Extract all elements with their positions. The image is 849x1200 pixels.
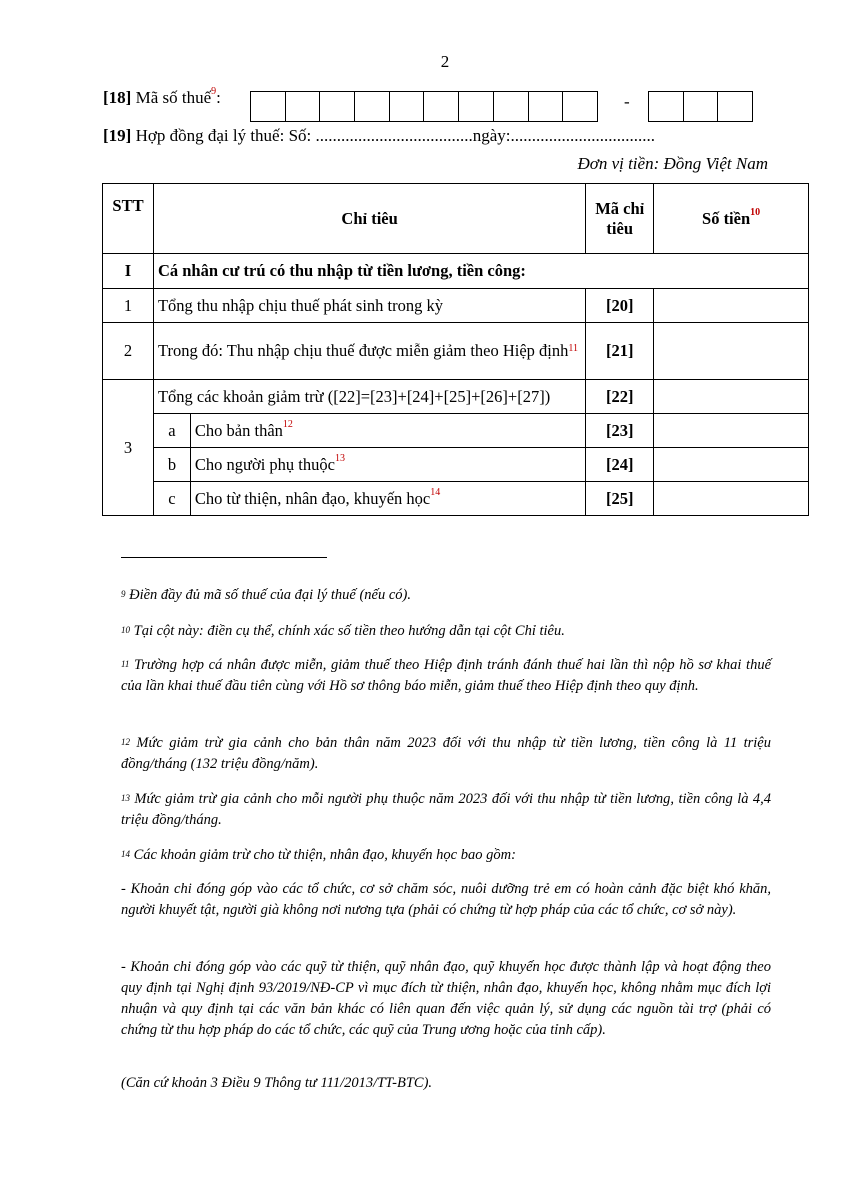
footnote-9 [121,585,771,606]
footnote-ref-11: 11 [568,343,579,354]
footnote-text: Điền đầy đủ mã số thuế của đại lý thuế (nếu có). [129,587,411,603]
row-stt: 3 [103,380,154,516]
footnote-number: 14 [121,849,130,859]
row-indicator-text: Cho bản thân [194,420,283,440]
tax-code-digit-box[interactable] [717,91,753,122]
tax-code-label [103,88,221,108]
footnote-text: Tại cột này: điền cụ thể, chính xác số tiền theo hướng dẫn tại cột Chỉ tiêu. [133,623,565,639]
row-code: [23] [586,414,654,448]
tax-code-digit-box[interactable] [389,91,425,122]
row-code: [25] [586,482,654,516]
header-code [586,184,654,254]
footnote-text: Mức giảm trừ gia cảnh cho bản thân năm 2023 đối với thu nhập từ tiền lương, tiền công là 11 triệu đồng/tháng (132 triệu đồng/năm). [121,735,771,772]
table-row [103,380,809,414]
header-amount [654,184,809,254]
footnote-number: 10 [121,625,130,635]
tax-code-main-boxes[interactable] [251,91,598,122]
footnote-number: 9 [121,589,126,599]
footnote-ref-12: 12 [282,418,293,430]
tax-code-digit-box[interactable] [354,91,390,122]
footnote-12 [121,733,771,775]
tax-code-digit-box[interactable] [493,91,529,122]
table-header-row [103,184,809,254]
amount-cell-24[interactable] [654,448,809,482]
footnote-14 [121,845,771,866]
section-row [103,254,809,289]
footnote-text: Trường hợp cá nhân được miễn, giảm thuế theo Hiệp định tránh đánh thuế hai lần thì nộp hồ sơ khai thuế của lần khai thuế đầu tiên cùng với Hồ sơ thông báo miễn, giảm thuế theo Hiệp định theo quy định. [121,657,772,694]
tax-code-digit-box[interactable] [285,91,321,122]
tax-code-digit-box[interactable] [250,91,286,122]
row-indicator-text: Trong đó: Thu nhập chịu thuế được miễn giảm theo Hiệp định [157,341,569,360]
footnote-number: 12 [121,737,130,747]
row-code: [21] [586,323,654,380]
row-code: [20] [586,289,654,323]
tax-code-separator: - [624,92,630,111]
row-indicator: Tổng các khoản giảm trừ ([22]=[23]+[24]+[25]+[26]+[27]) [153,380,585,414]
row-code: [24] [586,448,654,482]
footnote-14-item-2: - Khoản chi đóng góp vào các quỹ từ thiện, quỹ nhân đạo, quỹ khuyến học được thành lập và hoạt động theo quy định tại Nghị định 93/2019/NĐ-CP vì mục đích từ thiện, nhân đạo, khuyến học, không nhằm mục đích lợi nhuận và quy định tại các văn bản khác có liên quan đến việc quản lý, sử dụng các nguồn tài trợ (phải có chứng từ thu hợp pháp do các tổ chức, các quỹ của Trung ương hoặc của tỉnh cấp). [121,959,771,1038]
amount-cell-22[interactable] [654,380,809,414]
amount-cell-23[interactable] [654,414,809,448]
footnote-number: 13 [121,793,130,803]
footnote-ref-10: 10 [750,206,761,218]
footnote-ref-13: 13 [334,452,345,464]
header-stt: STT [103,184,154,254]
tax-code-digit-box[interactable] [528,91,564,122]
tax-code-label-text: Mã số thuế [135,88,212,107]
table-row [103,323,809,380]
row-sub-letter: b [153,448,190,482]
footnote-11 [121,655,771,697]
footnote-divider [121,557,327,558]
table-row [103,414,809,448]
row-indicator [190,482,585,516]
row-indicator-text: Cho người phụ thuộc [194,454,335,474]
footnote-text: Mức giảm trừ gia cảnh cho mỗi người phụ thuộc năm 2023 đối với thu nhập từ tiền lương, tiền công là 4,4 triệu đồng/tháng. [121,791,772,828]
amount-cell-21[interactable] [654,323,809,380]
tax-code-digit-box[interactable] [648,91,684,122]
footnote-ref-9: 9 [211,86,217,97]
page-number: 2 [440,52,450,71]
footnote-ref-14: 14 [430,486,441,498]
row-indicator-text: Cho từ thiện, nhân đạo, khuyến học [194,488,431,508]
section-title: Cá nhân cư trú có thu nhập từ tiền lương, tiền công: [153,254,808,289]
row-indicator [190,414,585,448]
tax-code-label-no: [18] [103,88,132,107]
footnote-text: Các khoản giảm trừ cho từ thiện, nhân đạo, khuyến học bao gồm: [133,847,516,863]
row-code: [22] [586,380,654,414]
agency-contract-line [103,126,655,146]
amount-cell-25[interactable] [654,482,809,516]
header-indicator: Chỉ tiêu [153,184,585,254]
footnote-13 [121,789,771,831]
amount-cell-20[interactable] [654,289,809,323]
section-stt: I [103,254,154,289]
table-row [103,448,809,482]
header-amount-text: Số tiền [702,208,751,228]
row-sub-letter: c [153,482,190,516]
tax-code-colon: : [216,88,221,107]
row-stt: 1 [103,289,154,323]
currency-unit: Đơn vị tiền: Đồng Việt Nam [577,154,768,173]
contract-label-text[interactable]: Hợp đồng đại lý thuế: Số: .....................................ngày:.................................. [135,126,656,145]
declaration-table [102,183,809,516]
header-code-line2: tiêu [606,218,634,238]
table-row [103,289,809,323]
row-stt: 2 [103,323,154,380]
tax-code-digit-box[interactable] [319,91,355,122]
row-indicator [153,323,585,380]
tax-code-digit-box[interactable] [562,91,598,122]
tax-code-digit-box[interactable] [458,91,494,122]
row-sub-letter: a [153,414,190,448]
header-code-line1: Mã chỉ [595,198,645,218]
footnote-10 [121,621,771,642]
footnote-legal-basis: (Căn cứ khoản 3 Điều 9 Thông tư 111/2013/TT-BTC). [121,1075,433,1091]
tax-code-suffix-boxes[interactable] [649,91,753,122]
table-row [103,482,809,516]
row-indicator [190,448,585,482]
footnote-14-item-1: - Khoản chi đóng góp vào các tổ chức, cơ sở chăm sóc, nuôi dưỡng trẻ em có hoàn cảnh đặc biệt khó khăn, người khuyết tật, người già không nơi nương tựa (phải có chứng từ hợp pháp của các tổ chức, cơ sở này). [121,881,771,918]
tax-code-digit-box[interactable] [683,91,719,122]
row-indicator: Tổng thu nhập chịu thuế phát sinh trong kỳ [153,289,585,323]
footnote-number: 11 [121,659,130,669]
tax-code-digit-box[interactable] [423,91,459,122]
contract-label-no: [19] [103,126,132,145]
